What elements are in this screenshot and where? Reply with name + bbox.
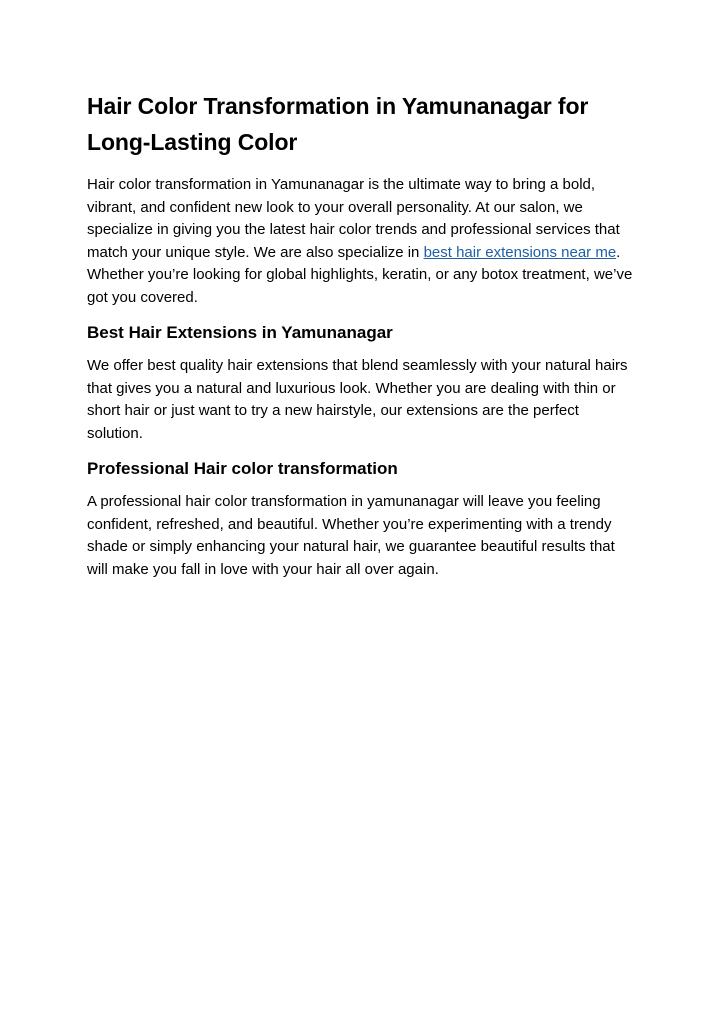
document-title: Hair Color Transformation in Yamunanagar for Long-Lasting Color [87,93,589,155]
section-heading-professional-color: Professional Hair color transformation [87,459,398,478]
intro-text-before-link: Hair color transformation in Yamunanagar is the ultimate way to bring a bold, vibrant, and confident new look to your overall personality. At our salon, we specialize in giving you the latest hair color trends and professional services that match your unique style. We are also specialize in [87,176,620,261]
best-hair-extensions-link[interactable]: best hair extensions near me [423,243,617,261]
section-heading-hair-extensions: Best Hair Extensions in Yamunanagar [87,323,393,342]
intro-text-after-link: . Whether you’re looking for global highlights, keratin, or any botox treatment, we’ve got you covered. [87,243,633,306]
intro-paragraph [87,174,635,309]
document-page [87,88,635,593]
section-body-professional-color: A professional hair color transformation in yamunanagar will leave you feeling confident, refreshed, and beautiful. Whether you’re experimenting with a trendy shade or simply enhancing your natural hair, we guarantee beautiful results that will make you fall in love with your hair all over again. [87,493,615,578]
section-body-hair-extensions: We offer best quality hair extensions that blend seamlessly with your natural hairs that gives you a natural and luxurious look. Whether you are dealing with thin or short hair or just want to try a new hairstyle, our extensions are the perfect solution. [87,357,628,442]
